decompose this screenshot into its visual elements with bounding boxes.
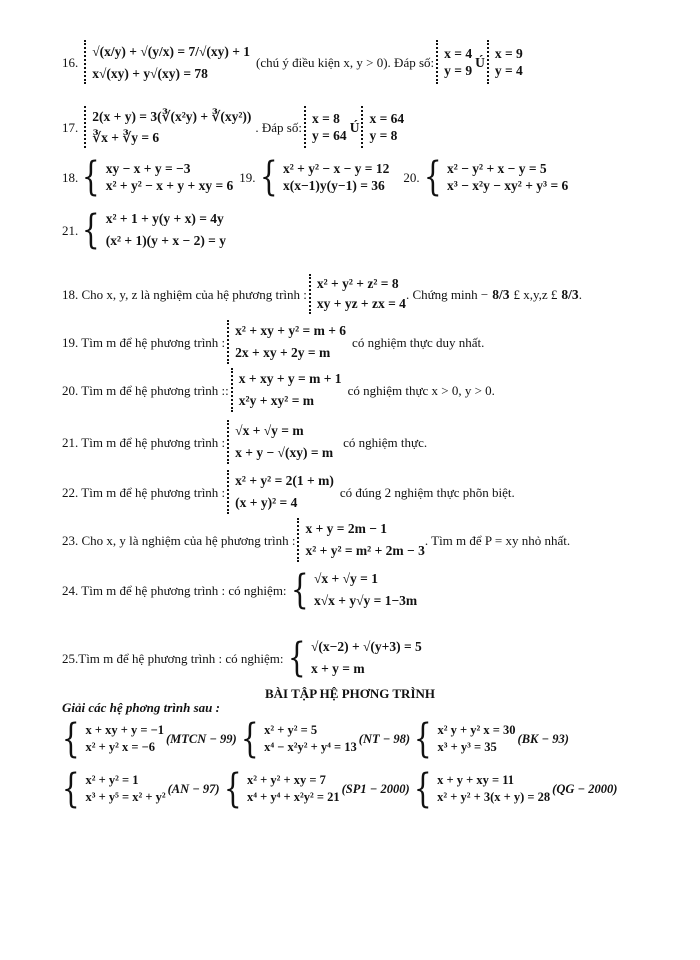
param-problem-22: 22. Tìm m để hệ phương trình : x² + y² = 2(1 + m) (x + y)² = 4 có đúng 2 nghiệm thực phõn biệt. (62, 470, 515, 514)
problem-number: 18. (62, 169, 79, 185)
exercise-row-2 (58, 766, 618, 812)
section-subtitle: Giải các hệ phơng trình sau : (62, 700, 220, 715)
problem-number: 19. (239, 169, 256, 185)
or-symbol: Ú (475, 54, 485, 70)
problem-number: 21. (62, 222, 79, 238)
exercise-system: { x² + y² + xy = 7 x⁴ + y⁴ + x²y² = 21 (223, 766, 340, 812)
answer-b: x = 9 y = 4 (494, 46, 523, 78)
param-problem-24: 24. Tìm m để hệ phương trình : có nghiệm: { √x + √y = 1 x√x + y√y = 1−3m (62, 567, 418, 613)
answer-a: x = 4 y = 9 (444, 46, 473, 78)
exercise-row-1 (58, 716, 569, 762)
problem-row-18-20: 18. { xy − x + y = −3 x² + y² − x + y + xy = 6 19. { x² + y² − x − y = 12 x(x−1)y(y−1) = 36 20. { x² − y² + x − y = 5 x³ − x²y − xy² + y³ = 6 (62, 154, 569, 200)
exercise-source: (SP1 − 2000) (341, 781, 410, 796)
problem-number: 20. (403, 169, 420, 185)
problem-note: (chú ý điều kiện x, y > 0). Đáp số: (256, 54, 435, 70)
problem-17 (62, 106, 404, 148)
exercise-source: (AN − 97) (167, 781, 220, 796)
answer-b: x = 64 y = 8 (369, 111, 405, 143)
param-problem-19: 19. Tìm m để hệ phương trình : x² + xy + y² = m + 6 2x + xy + 2y = m có nghiệm thực duy nhất. (62, 320, 484, 364)
or-symbol: Ú (349, 119, 360, 135)
param-problem-25: 25.Tìm m để hệ phương trình : có nghiệm: { √(x−2) + √(y+3) = 5 x + y = m (62, 635, 422, 681)
problem-number: 16. (62, 54, 79, 70)
problem-21: 21. { x² + 1 + y(y + x) = 4y (x² + 1)(y + x − 2) = y (62, 207, 227, 253)
exercise-source: (QG − 2000) (552, 781, 618, 796)
exercise-system: { x + y + xy = 11 x² + y² + 3(x + y) = 28 (413, 766, 551, 812)
param-problem-18: 18. Cho x, y, z là nghiệm của hệ phương trình : x² + y² + z² = 8 xy + yz + zx = 4 . Chứng minh − 8/3 £ x,y,z £ 8/3 . (62, 274, 582, 314)
exercise-source: (MTCN − 99) (165, 731, 237, 746)
system-equations: 2(x + y) = 3(∛(x²y) + ∛(xy²)) ∛x + ∛y = 6 (92, 109, 252, 145)
problem-16 (62, 40, 523, 84)
system-equations: √(x/y) + √(y/x) = 7/√(xy) + 1 x√(xy) + y√(xy) = 78 (92, 44, 251, 81)
answer-a: x = 8 y = 64 (311, 111, 347, 143)
exercise-system: { x² + y² = 5 x⁴ − x²y² + y⁴ = 13 (240, 716, 357, 762)
exercise-system: { x² y + y² x = 30 x³ + y³ = 35 (413, 716, 516, 762)
exercise-source: (NT − 98) (358, 731, 411, 746)
problem-note: . Đáp số: (255, 119, 302, 135)
exercise-system: { x + xy + y = −1 x² + y² x = −6 (61, 716, 164, 762)
problem-number: 17. (62, 119, 79, 135)
exercise-system: { x² + y² = 1 x³ + y⁵ = x² + y² (61, 766, 166, 812)
param-problem-20: 20. Tìm m để hệ phương trình :: x + xy + y = m + 1 x²y + xy² = m có nghiệm thực x > 0, y > 0. (62, 368, 495, 412)
param-problem-23: 23. Cho x, y là nghiệm của hệ phương trình : x + y = 2m − 1 x² + y² = m² + 2m − 3 . Tìm m để P = xy nhỏ nhất. (62, 518, 570, 562)
exercise-source: (BK − 93) (517, 731, 569, 746)
param-problem-21: 21. Tìm m để hệ phương trình : √x + √y = m x + y − √(xy) = m có nghiệm thực. (62, 420, 427, 464)
section-title: BÀI TẬP HỆ PHƠNG TRÌNH (265, 686, 435, 701)
